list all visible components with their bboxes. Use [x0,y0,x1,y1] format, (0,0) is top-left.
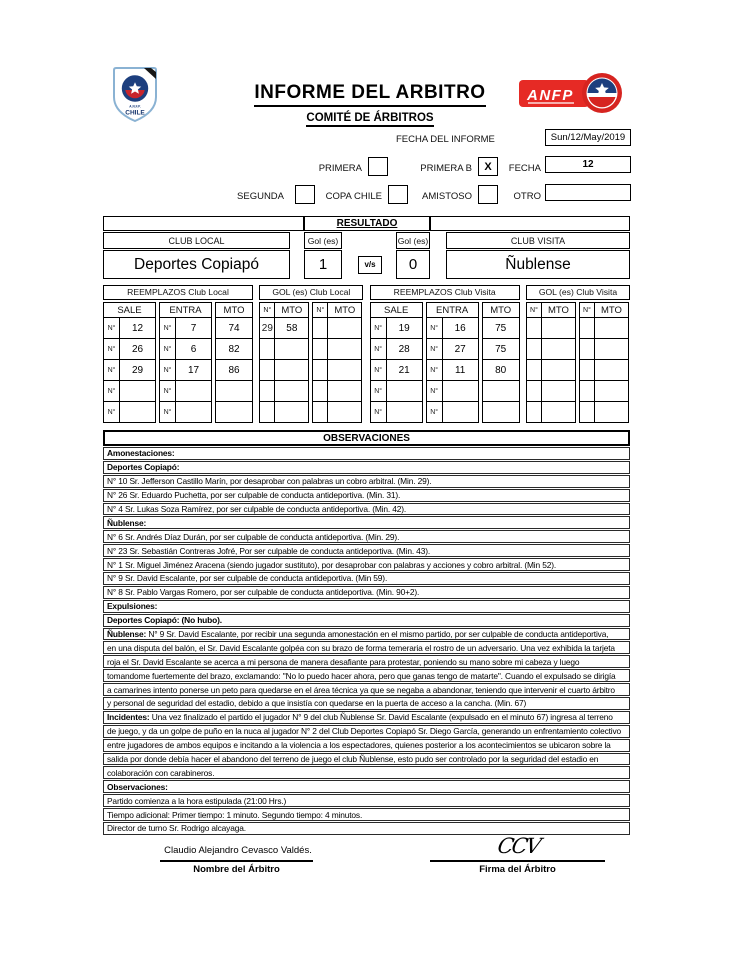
num-prefix-label: N° [160,402,176,422]
goal-number-field[interactable] [313,381,328,401]
goal-minute-field[interactable] [275,402,308,422]
observaciones-rows [103,447,630,835]
sale-header: SALE [384,304,409,316]
observation-row [103,475,630,488]
mto-header: MTO [334,304,356,316]
observation-row [103,822,630,835]
player-number-field[interactable] [443,381,478,401]
goal-row-cell [580,359,628,380]
amistoso-checkbox[interactable] [478,185,498,204]
observation-text: N° 4 Sr. Lukas Soza Ramírez, por ser culpable de conducta antideportiva. (Min. 42). [107,504,407,514]
substitution-row-cell [160,317,211,338]
goal-number-field[interactable] [260,402,275,422]
observation-row [103,530,630,543]
observation-text: roja el Sr. David Escalante se acerca a mi persona de manera desafiante para protestar, poniendo su mano sobre mi cabeza y luego [107,656,580,667]
observation-row [103,641,630,654]
anfp-text: ANFP [527,87,574,104]
observation-row [103,572,630,585]
referee-signature: CCV [495,834,542,858]
num-prefix-label: N° [160,339,176,359]
otro-label: OTRO [513,191,541,202]
goles-visita-table [526,285,630,423]
fecha-field[interactable]: 12 [545,156,631,173]
minute-field[interactable]: 86 [216,359,252,380]
substitution-row-cell [427,380,478,401]
primera-b-checkbox[interactable]: X [478,157,498,176]
goal-row-cell [313,380,361,401]
goal-number-field[interactable] [580,339,595,359]
goal-minute-field[interactable] [595,318,628,338]
observaciones-title: OBSERVACIONES [103,430,630,446]
goal-minute-field[interactable] [328,381,361,401]
player-number-field[interactable] [120,381,155,401]
player-number-field[interactable] [176,402,211,422]
num-prefix-label: N° [104,318,120,338]
goal-number-field[interactable] [580,360,595,380]
goles-visita-field[interactable]: 0 [396,250,430,279]
goal-minute-field[interactable] [328,318,361,338]
observation-row [103,516,630,529]
observation-text: N° 1 Sr. Miguel Jiménez Aracena (siendo jugador sustituto), por desaprobar con palabras y acciones y cobro arbitral. (Min 52). [107,559,557,570]
player-number-field[interactable]: 6 [190,343,197,355]
substitution-row-cell [160,380,211,401]
primera-checkbox[interactable] [368,157,388,176]
chile-federation-shield-logo [112,66,158,129]
observation-text: en una disputa del balón, el Sr. David Escalante golpéa con su brazo de forma temeraria el rostro de un adversario. Una vez exhibida la tarjeta [107,642,615,653]
tables-section [103,285,630,423]
player-number-field[interactable]: 16 [454,322,466,334]
observation-row [103,600,630,613]
num-prefix-label: N° [104,381,120,401]
mto-header: MTO [548,304,569,316]
mto-header: MTO [490,304,512,316]
goal-number-field[interactable] [260,360,275,380]
observation-row [103,753,630,766]
minute-field[interactable] [483,380,519,401]
goal-minute-field[interactable]: 58 [286,322,298,334]
goal-row-cell [260,317,308,338]
substitution-row-cell [371,401,422,422]
goal-number-field[interactable] [527,402,542,422]
substitution-row-cell [427,359,478,380]
minute-field[interactable] [483,401,519,422]
goal-row-cell [580,401,628,422]
player-number-field[interactable]: 11 [454,364,466,376]
goal-row-cell [527,401,575,422]
goal-number-field[interactable] [580,402,595,422]
reemplazos-local-title: REEMPLAZOS Club Local [103,285,253,300]
num-header: N° [260,303,275,317]
player-number-field[interactable]: 19 [398,322,410,334]
goal-number-field[interactable] [527,360,542,380]
num-prefix-label: N° [427,381,443,401]
otro-field[interactable] [545,184,631,201]
resultado-spacer-right [430,216,630,231]
observation-row [103,697,630,710]
referee-signature-label: Firma del Árbitro [479,864,556,875]
num-prefix-label: N° [371,381,387,401]
player-number-field[interactable] [387,402,422,422]
observation-text: N° 9 Sr. David Escalante, por ser culpable de conducta antideportiva. (Min 59). [107,573,388,584]
player-number-field[interactable]: 7 [190,322,197,334]
player-number-field[interactable]: 26 [131,343,144,355]
reemplazos-visita-title: REEMPLAZOS Club Visita [370,285,520,300]
observation-text: N° 10 Sr. Jefferson Castillo Marín, por desaprobar con palabras un cobro arbitral. (Min. 29). [107,476,432,487]
num-prefix-label: N° [160,360,176,380]
observation-bold-text: Expulsiones: [107,601,158,612]
substitution-row-cell [160,359,211,380]
shield-chile-text: CHILE [125,109,145,117]
observation-text: N° 26 Sr. Eduardo Puchetta, por ser culpable de conducta antideportiva. (Min. 31). [107,490,401,501]
observation-row [103,489,630,502]
num-header: N° [313,303,328,317]
goal-minute-field[interactable] [542,360,575,380]
num-prefix-label: N° [160,381,176,401]
resultado-section [103,216,630,279]
reemplazos-visita-table [370,285,520,423]
goal-number-field[interactable] [313,318,328,338]
page-subtitle: COMITÉ DE ÁRBITROS [306,112,433,127]
observation-row [103,655,630,668]
goal-number-field[interactable]: 29 [260,318,275,338]
observation-bold-text: Ñublense: [107,517,147,528]
player-number-field[interactable] [176,381,211,401]
num-prefix-label: N° [427,318,443,338]
goal-row-cell [527,380,575,401]
observation-row [103,780,630,793]
goal-row-cell [260,338,308,359]
goal-minute-field[interactable] [542,339,575,359]
mto-header: MTO [601,304,622,316]
fecha-label: FECHA [508,163,541,174]
vs-label: v/s [358,256,382,274]
goles-local-table [259,285,363,423]
substitution-row-cell [104,359,155,380]
num-prefix-label: N° [371,339,387,359]
observation-text: N° 9 Sr. David Escalante, por recibir una segunda amonestación en el mismo partido, por ser culpable de conducta antideportiva, [146,629,609,640]
minute-field[interactable]: 74 [216,317,252,338]
shield-anfp-text: A.N.F.P. [129,104,141,109]
goal-row-cell [260,359,308,380]
observation-text: tomandome fuertemente del brazo, exclamando: "No lo puedo hacer ahora, pero que ganas tengo de matarte". Cuando el expulsado se dirigía [107,670,616,681]
substitution-row-cell [104,380,155,401]
goles-visita-title: GOL (es) Club Visita [526,285,630,300]
goal-number-field[interactable] [527,381,542,401]
substitution-row-cell [371,338,422,359]
goal-row-cell [260,401,308,422]
club-local-name[interactable]: Deportes Copiapó [103,250,290,279]
observation-row [103,503,630,516]
mto-header: MTO [281,304,303,316]
player-number-field[interactable]: 29 [131,364,144,376]
referee-name-line [160,860,313,862]
observation-row [103,766,630,779]
goal-row-cell [580,317,628,338]
player-number-field[interactable] [387,381,422,401]
page-title: INFORME DEL ARBITRO [254,82,485,107]
observation-text: Partido comienza a la hora estipulada (21:00 Hrs.) [107,795,287,806]
observation-row [103,614,630,627]
observation-text: N° 8 Sr. Pablo Vargas Romero, por ser culpable de conducta antideportiva. (Min. 90+2). [107,587,420,598]
substitution-row-cell [160,338,211,359]
gol-visita-label: Gol (es) [396,232,430,249]
goal-number-field[interactable] [260,339,275,359]
goal-row-cell [527,317,575,338]
club-visita-name[interactable]: Ñublense [446,250,630,279]
observation-bold-text: Deportes Copiapó: [107,462,180,473]
substitution-row-cell [104,338,155,359]
segunda-checkbox[interactable] [295,185,315,204]
report-titles [225,82,515,127]
referee-name: Claudio Alejandro Cevasco Valdés. [164,845,312,856]
resultado-title: RESULTADO [336,218,398,229]
goal-row-cell [313,338,361,359]
substitution-row-cell [371,380,422,401]
substitution-row-cell [104,401,155,422]
minute-field[interactable] [216,380,252,401]
goal-minute-field[interactable] [595,402,628,422]
fecha-informe-field[interactable]: Sun/12/May/2019 [545,129,631,146]
mto-header: MTO [223,304,245,316]
goal-row-cell [260,380,308,401]
observation-row [103,447,630,460]
reemplazos-local-table [103,285,253,423]
num-prefix-label: N° [371,402,387,422]
observation-text: Tiempo adicional: Primer tiempo: 1 minuto. Segundo tiempo: 4 minutos. [107,809,363,820]
goal-minute-field[interactable] [595,360,628,380]
minute-field[interactable]: 82 [216,338,252,359]
observation-row [103,808,630,821]
goal-number-field[interactable] [313,402,328,422]
goal-minute-field[interactable] [328,402,361,422]
resultado-spacer-left [103,216,304,231]
observation-text: entre jugadores de ambos equipos e incitando a la violencia a los espectadores, quienes posterior a los acontecimientos se ubicaron sobre la [107,740,611,751]
goal-number-field[interactable] [313,360,328,380]
observation-row [103,669,630,682]
amistoso-label: AMISTOSO [422,191,472,202]
player-number-field[interactable] [120,402,155,422]
num-header: N° [580,303,595,317]
minute-field[interactable]: 75 [483,338,519,359]
minute-field[interactable] [216,401,252,422]
observation-row [103,628,630,641]
goal-minute-field[interactable] [595,339,628,359]
goal-row-cell [580,380,628,401]
segunda-label: SEGUNDA [237,191,284,202]
num-prefix-label: N° [104,339,120,359]
num-prefix-label: N° [371,360,387,380]
substitution-row-cell [427,338,478,359]
observation-text: salida por donde debía hacer el abandono del terreno de juego el club Ñublense, esto pudo ser controlado por la seguridad del estadio en [107,754,599,765]
copa-chile-label: COPA CHILE [325,191,382,202]
referee-name-label: Nombre del Árbitro [193,864,280,875]
observation-text: Una vez finalizado el partido el jugador N° 9 del club Ñublense Sr. David Escalante (expulsado en el minuto 67) ingresa al terreno [149,712,613,723]
club-local-label: CLUB LOCAL [103,232,290,249]
minute-field[interactable]: 80 [483,359,519,380]
goal-row-cell [527,359,575,380]
goal-minute-field[interactable] [275,360,308,380]
num-prefix-label: N° [104,360,120,380]
num-prefix-label: N° [427,339,443,359]
goal-minute-field[interactable] [328,360,361,380]
goal-number-field[interactable] [260,381,275,401]
substitution-row-cell [427,401,478,422]
goal-number-field[interactable] [580,318,595,338]
player-number-field[interactable]: 12 [131,322,144,334]
goal-number-field[interactable] [527,318,542,338]
observation-bold-text: Deportes Copiapó: (No hubo). [107,615,222,626]
goal-number-field[interactable] [313,339,328,359]
substitution-row-cell [371,317,422,338]
club-visita-label: CLUB VISITA [446,232,630,249]
sale-header: SALE [117,304,142,316]
player-number-field[interactable]: 21 [398,364,410,376]
observation-row [103,544,630,557]
observation-bold-text: Incidentes: [107,712,150,723]
observation-text: a camarines intento ponerse un peto para quedarse en el área técnica ya que se negaba a abandonar, teniendo que intervenir el cuarto árbitro [107,684,615,695]
num-prefix-label: N° [104,402,120,422]
goal-number-field[interactable] [580,381,595,401]
goal-minute-field[interactable] [275,381,308,401]
goal-number-field[interactable] [527,339,542,359]
primera-b-label: PRIMERA B [420,163,472,174]
substitution-row-cell [104,317,155,338]
num-prefix-label: N° [160,318,176,338]
player-number-field[interactable]: 28 [398,343,410,355]
goal-minute-field[interactable] [542,318,575,338]
substitution-row-cell [371,359,422,380]
observaciones-section [103,430,630,835]
observation-row [103,683,630,696]
num-prefix-label: N° [371,318,387,338]
goal-minute-field[interactable] [542,402,575,422]
player-number-field[interactable]: 27 [454,343,466,355]
player-number-field[interactable] [443,402,478,422]
observation-row [103,558,630,571]
observation-text: N° 6 Sr. Andrés Díaz Durán, por ser culpable de conducta antideportiva. (Min. 29). [107,531,400,542]
observation-text: N° 23 Sr. Sebastián Contreras Jofré, Por ser culpable de conducta antideportiva. (Min. 43). [107,545,431,556]
goal-minute-field[interactable] [595,381,628,401]
observation-row [103,725,630,738]
substitution-row-cell [160,401,211,422]
copa-chile-checkbox[interactable] [388,185,408,204]
observation-text: y personal de seguridad del estadio, debido a que insistía con quedarse en la puerta de acceso a la cancha. (Min. 67) [107,698,527,709]
gol-local-label: Gol (es) [304,232,342,249]
anfp-logo [518,70,624,121]
goal-row-cell [527,338,575,359]
minute-field[interactable]: 75 [483,317,519,338]
observation-text: Director de turno Sr. Rodrigo alcayaga. [107,823,246,834]
goal-row-cell [580,338,628,359]
num-prefix-label: N° [427,402,443,422]
observation-bold-text: Ñublense: [107,629,147,640]
goles-local-title: GOL (es) Club Local [259,285,363,300]
num-prefix-label: N° [427,360,443,380]
observation-row [103,586,630,599]
goal-row-cell [313,317,361,338]
observation-row [103,739,630,752]
num-header: N° [527,303,542,317]
entra-header: ENTRA [436,304,469,316]
fecha-informe-label: FECHA DEL INFORME [396,134,495,145]
goal-minute-field[interactable] [328,339,361,359]
observation-text: de juego, y da un golpe de puño en la nuca al jugador N° 2 del Club Deportes Copiapó Sr. Diego García, generando un enfrentamiento colectivo [107,726,622,737]
primera-label: PRIMERA [318,163,362,174]
entra-header: ENTRA [169,304,202,316]
observation-row [103,461,630,474]
goal-row-cell [313,401,361,422]
player-number-field[interactable]: 17 [187,364,200,376]
observation-bold-text: Amonestaciones: [107,448,175,459]
observation-row [103,711,630,724]
goal-minute-field[interactable] [275,339,308,359]
observation-text: colaboración con carabineros. [107,767,215,778]
observation-row [103,794,630,807]
goal-row-cell [313,359,361,380]
substitution-row-cell [427,317,478,338]
resultado-title-box [304,216,430,231]
goles-local-field[interactable]: 1 [304,250,342,279]
goal-minute-field[interactable] [542,381,575,401]
referee-signature-line [430,860,605,862]
observation-bold-text: Observaciones: [107,781,168,792]
